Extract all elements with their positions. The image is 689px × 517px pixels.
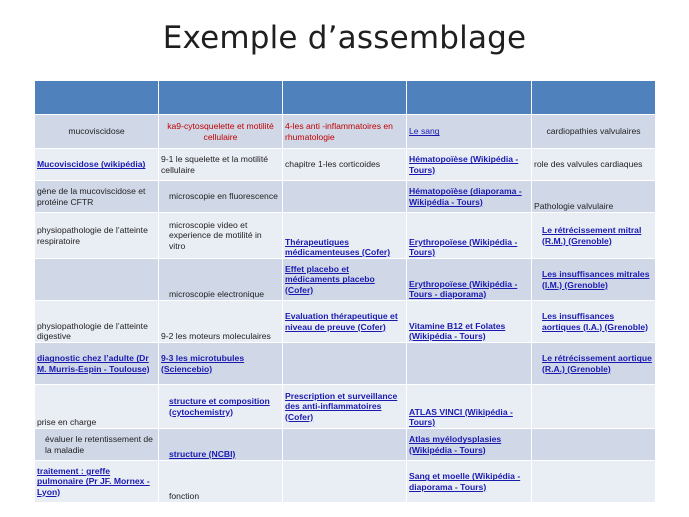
header-le-sang-link[interactable]: Le sang [409, 126, 440, 137]
table-row [35, 259, 656, 301]
cell-empty [532, 461, 656, 503]
cell-text: 9-2 les moteurs moleculaires [159, 301, 283, 343]
header-le-sang[interactable] [407, 115, 532, 149]
table-top-band [35, 81, 656, 115]
link-insuffisances-aortiques[interactable]: Les insuffisances aortiques (I.A.) (Grenoble) [542, 311, 648, 332]
cell-text: microscopie electronique [159, 259, 283, 301]
link-structure-composition[interactable]: structure et composition (cytochemistry) [169, 396, 270, 417]
cell-text: Pathologie valvulaire [532, 181, 656, 213]
cell-text: gène de la mucoviscidose et protéine CFTR [35, 181, 159, 213]
link-atlas-vinci[interactable]: ATLAS VINCI (Wikipédia - Tours) [409, 406, 513, 427]
link-diagnostic-adulte[interactable]: diagnostic chez l’adulte (Dr M. Murris-Espin - Toulouse) [37, 353, 150, 374]
link-structure-ncbi[interactable]: structure (NCBI) [169, 448, 236, 459]
link-sang-et-moelle[interactable]: Sang et moelle (Wikipédia - diaporama - Tours) [409, 471, 521, 492]
slide-title: Exemple d’assemblage [162, 20, 527, 56]
table-row [35, 343, 656, 385]
header-cytosquelette: ka9-cytosquelette et motilité cellulaire [159, 115, 283, 149]
cell-empty [283, 461, 407, 503]
header-cardiopathies: cardiopathies valvulaires [532, 115, 656, 149]
link-hematopoiese[interactable]: Hématopoïèse (Wikipédia - Tours) [409, 154, 519, 175]
link-prescription-surveillance[interactable]: Prescription et surveillance des anti-inflammatoires (Cofer) [285, 391, 398, 422]
link-microtubules[interactable]: 9-3 les microtubules (Sciencebio) [161, 353, 245, 374]
link-retrecissement-mitral[interactable]: Le rétrécissement mitral (R.M.) (Grenoble) [542, 225, 642, 246]
cell-empty [283, 343, 407, 385]
cell-text: physiopathologie de l’atteinte respiratoire [35, 213, 159, 259]
table-row [35, 301, 656, 343]
cell-text: chapitre 1-les corticoides [283, 149, 407, 181]
cell-empty [407, 343, 532, 385]
header-anti-inflammatoires: 4-les anti -inflammatoires en rhumatologie [283, 115, 407, 149]
cell-text: role des valvules cardiaques [532, 149, 656, 181]
header-mucoviscidose: mucoviscidose [35, 115, 159, 149]
cell-text: évaluer le retentissement de la maladie [35, 429, 159, 461]
table-row [35, 429, 656, 461]
link-erythropoiese[interactable]: Erythropoïese (Wikipédia - Tours) [409, 236, 518, 257]
cell-text: microscopie video et experience de motilité in vitro [159, 213, 283, 259]
cell-empty [283, 429, 407, 461]
link-effet-placebo[interactable]: Effet placebo et médicaments placebo (Cofer) [285, 264, 375, 295]
cell-text: fonction [159, 461, 283, 503]
link-retrecissement-aortique[interactable]: Le rétrécissement aortique (R.A.) (Grenoble) [542, 353, 652, 374]
cell-text: microscopie en fluorescence [159, 181, 283, 213]
table-row [35, 461, 656, 503]
table-row [35, 213, 656, 259]
link-mucoviscidose-wikipedia[interactable]: Mucoviscidose (wikipédia) [37, 159, 146, 170]
link-atlas-myelodysplasies[interactable]: Atlas myélodysplasies (Wikipédia - Tours) [409, 434, 502, 455]
link-erythropoiese-diaporama[interactable]: Erythropoïese (Wikipédia - Tours - diaporama) [409, 278, 518, 299]
link-vitamine-b12[interactable]: Vitamine B12 et Folates (Wikipédia - Tours) [409, 320, 506, 341]
table-header-row [35, 115, 656, 149]
table-row [35, 149, 656, 181]
link-insuffisances-mitrales[interactable]: Les insuffisances mitrales (I.M.) (Grenoble) [542, 269, 650, 290]
cell-empty [532, 385, 656, 429]
cell-text: 9-1 le squelette et la motilité cellulaire [159, 149, 283, 181]
cell-empty [283, 181, 407, 213]
link-traitement-greffe[interactable]: traitement : greffe pulmonaire (Pr JF. Mornex - Lyon) [37, 466, 150, 497]
link-therapeutiques[interactable]: Thérapeutiques médicamenteuses (Cofer) [285, 236, 391, 257]
link-evaluation-therapeutique[interactable]: Evaluation thérapeutique et niveau de preuve (Cofer) [285, 311, 398, 332]
cell-empty [35, 259, 159, 301]
table-row [35, 385, 656, 429]
cell-text: physiopathologie de l’atteinte digestive [35, 301, 159, 343]
link-hematopoiese-diaporama[interactable]: Hématopoïèse (diaporama - Wikipédia - Tours) [409, 186, 522, 207]
table-row [35, 181, 656, 213]
cell-text: prise en charge [35, 385, 159, 429]
cell-empty [532, 429, 656, 461]
assembly-table [34, 80, 656, 503]
